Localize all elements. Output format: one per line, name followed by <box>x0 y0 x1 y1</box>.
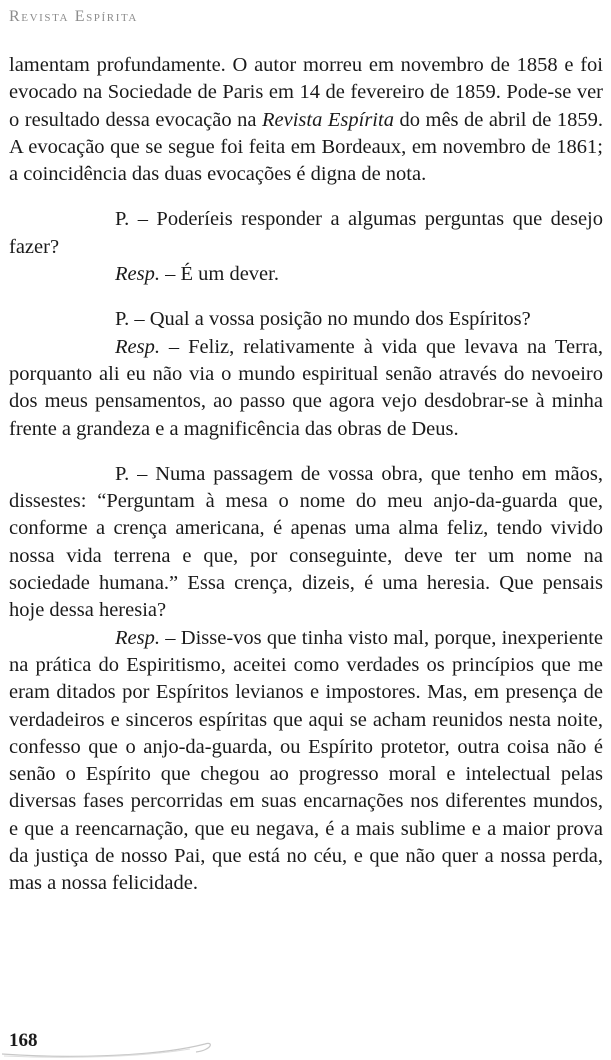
answer-2: Resp. – Feliz, relativamente à vida que levava na Terra, porquanto ali eu não via o mundo espiritual senão através do nevoeiro dos meus pensamentos, ao passo que agora vejo desdobrar-se à minha frente a grandeza e a magnificência das obras de Deus. <box>9 335 603 440</box>
intro-paragraph: lamentam profundamente. O autor morreu em novembro de 1858 e foi evocado na Sociedade de Paris em 14 de fevereiro de 1859. Pode-se ver o resultado dessa evocação na Revista Espírita do mês de abril de 1859. A evocação que se segue foi feita em Bordeaux, em novembro de 1861; a coincidência das duas evocações é digna de nota. <box>9 54 604 186</box>
body-text <box>9 52 603 898</box>
question-2: P. – Qual a vossa posição no mundo dos Espíritos? <box>115 308 531 331</box>
page-number: 168 <box>9 1030 38 1051</box>
answer-label: Resp. <box>115 335 160 358</box>
answer-3: Resp. – Disse-vos que tinha visto mal, porque, inexperiente na prática do Espiritismo, aceitei como verdades os princípios que me eram ditados por Espíritos levianos e impostores. Mas, em presença de verdadeiros e sinceros espíritas que aqui se acham reunidos nesta noite, confesso que o anjo-da-guarda, ou Espírito protetor, outra coisa não é senão o Espírito que chegou ao progresso moral e intelectual pelas diversas fases percorridas em suas encarnações nos diferentes mundos, e que a reencarnação, que eu negava, é a mais sublime e a maior prova da justiça de nosso Pai, que está no céu, e que não quer a nossa perda, mas a nossa felicidade. <box>9 626 603 895</box>
question-1: P. – Poderíeis responder a algumas perguntas que desejo fazer? <box>9 208 603 258</box>
question-3: P. – Numa passagem de vossa obra, que tenho em mãos, dissestes: “Perguntam à mesa o nome do meu anjo-da-guarda que, conforme a crença americana, é apenas uma alma feliz, tendo vivido nossa vida terrena e que, por conseguinte, deve ter um nome na sociedade humana.” Essa crença, dizeis, é uma heresia. Que pensais hoje dessa heresia? <box>9 462 603 622</box>
journal-title-italic: Revista Espírita <box>262 108 394 131</box>
answer-label: Resp. <box>115 263 160 286</box>
answer-label: Resp. <box>115 626 160 649</box>
answer-1: Resp. – É um dever. <box>115 263 279 286</box>
running-head: Revista Espírita <box>9 8 138 25</box>
